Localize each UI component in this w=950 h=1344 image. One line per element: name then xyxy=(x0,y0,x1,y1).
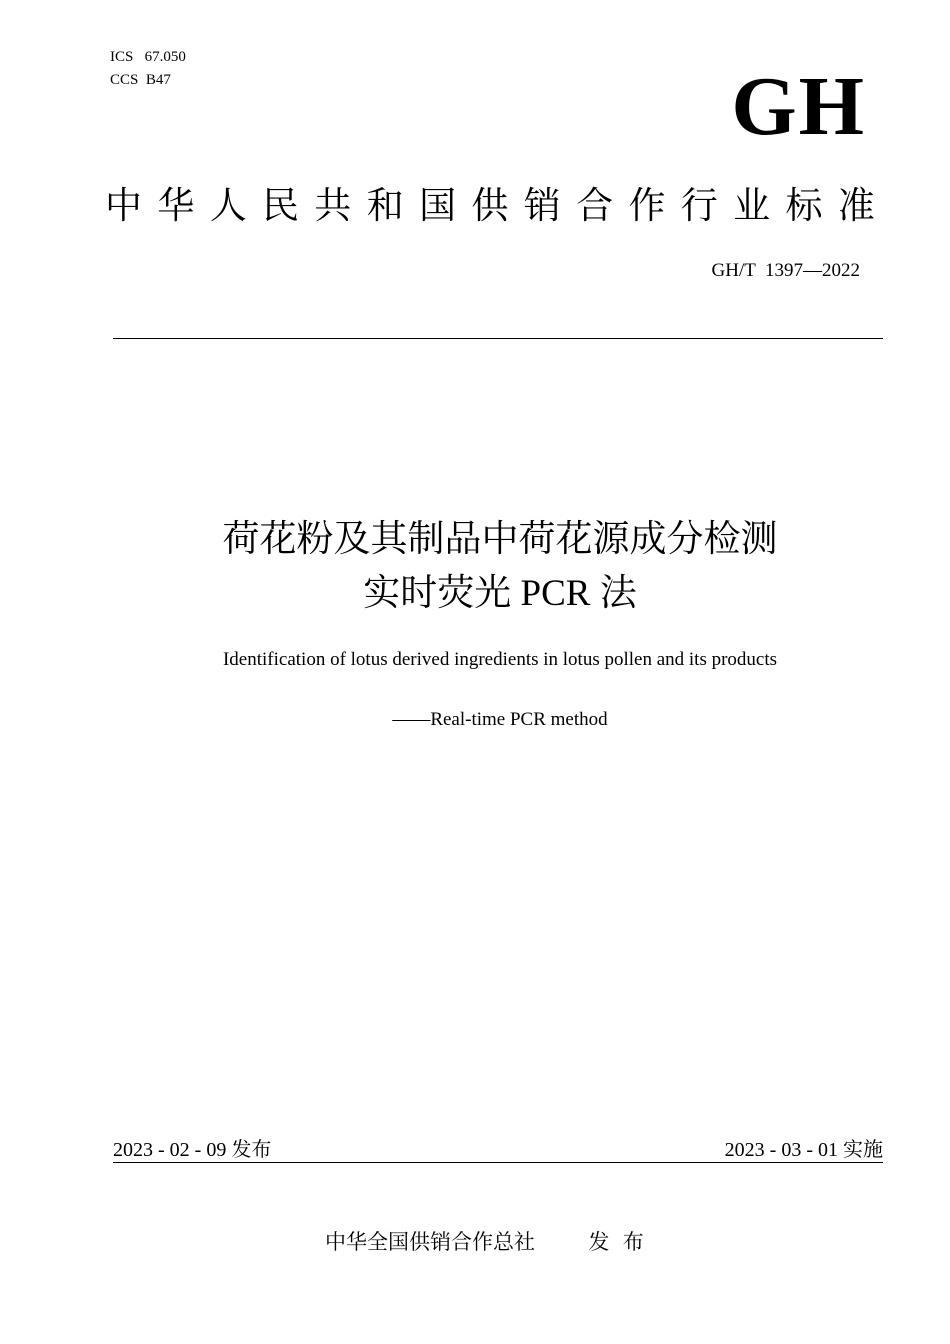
standard-type-char: 业 xyxy=(733,184,771,227)
standard-type-char: 民 xyxy=(262,184,300,227)
standard-type-char: 标 xyxy=(785,184,823,227)
standard-type-char: 人 xyxy=(209,184,247,227)
standard-number: GH/T 1397—2022 xyxy=(711,260,860,281)
ccs-value: B47 xyxy=(145,72,171,88)
top-divider xyxy=(113,338,883,339)
standard-type-char: 作 xyxy=(628,184,666,227)
title-cn-line2-a: 实时荧光 xyxy=(363,571,512,614)
publisher-action: 发 布 xyxy=(588,1230,644,1254)
title-en: Identification of lotus derived ingredients in lotus pollen and its products xyxy=(222,649,778,670)
standard-type-char: 和 xyxy=(366,184,404,227)
ccs-label: CCS xyxy=(110,72,139,88)
title-cn-line2 xyxy=(0,570,950,617)
classification-codes xyxy=(110,46,186,92)
bottom-divider xyxy=(113,1162,883,1163)
standard-type-title xyxy=(105,184,875,228)
release-date xyxy=(113,1133,271,1162)
ccs-code xyxy=(110,69,186,92)
publisher-name: 中华全国供销合作总社 xyxy=(325,1230,535,1254)
gh-logo: GH xyxy=(731,60,866,153)
standard-type-char: 准 xyxy=(837,184,875,227)
ics-label: ICS xyxy=(110,49,134,65)
title-cn-line2-c: 法 xyxy=(599,571,637,614)
implement-date xyxy=(725,1133,883,1162)
ics-code xyxy=(110,46,186,69)
standard-type-char: 行 xyxy=(680,184,718,227)
title-cn-line1: 荷花粉及其制品中荷花源成分检测 xyxy=(222,517,778,560)
standard-type-char: 销 xyxy=(523,184,561,227)
ics-value: 67.050 xyxy=(144,49,186,65)
standard-type-char: 国 xyxy=(419,184,457,227)
standard-type-char: 共 xyxy=(314,184,352,227)
publisher xyxy=(325,1226,644,1256)
standard-type-char: 合 xyxy=(576,184,614,227)
subtitle-en: ——Real-time PCR method xyxy=(392,709,608,730)
implement-date-value: 2023 - 03 - 01 xyxy=(724,1139,843,1161)
title-cn-line2-pcr: PCR xyxy=(520,573,591,614)
implement-label: 实施 xyxy=(843,1137,883,1161)
standard-type-char: 华 xyxy=(157,184,195,227)
standard-type-char: 供 xyxy=(471,184,509,227)
standard-type-char: 中 xyxy=(105,184,142,227)
release-date-value: 2023 - 02 - 09 xyxy=(113,1139,232,1161)
release-label: 发布 xyxy=(231,1137,272,1161)
